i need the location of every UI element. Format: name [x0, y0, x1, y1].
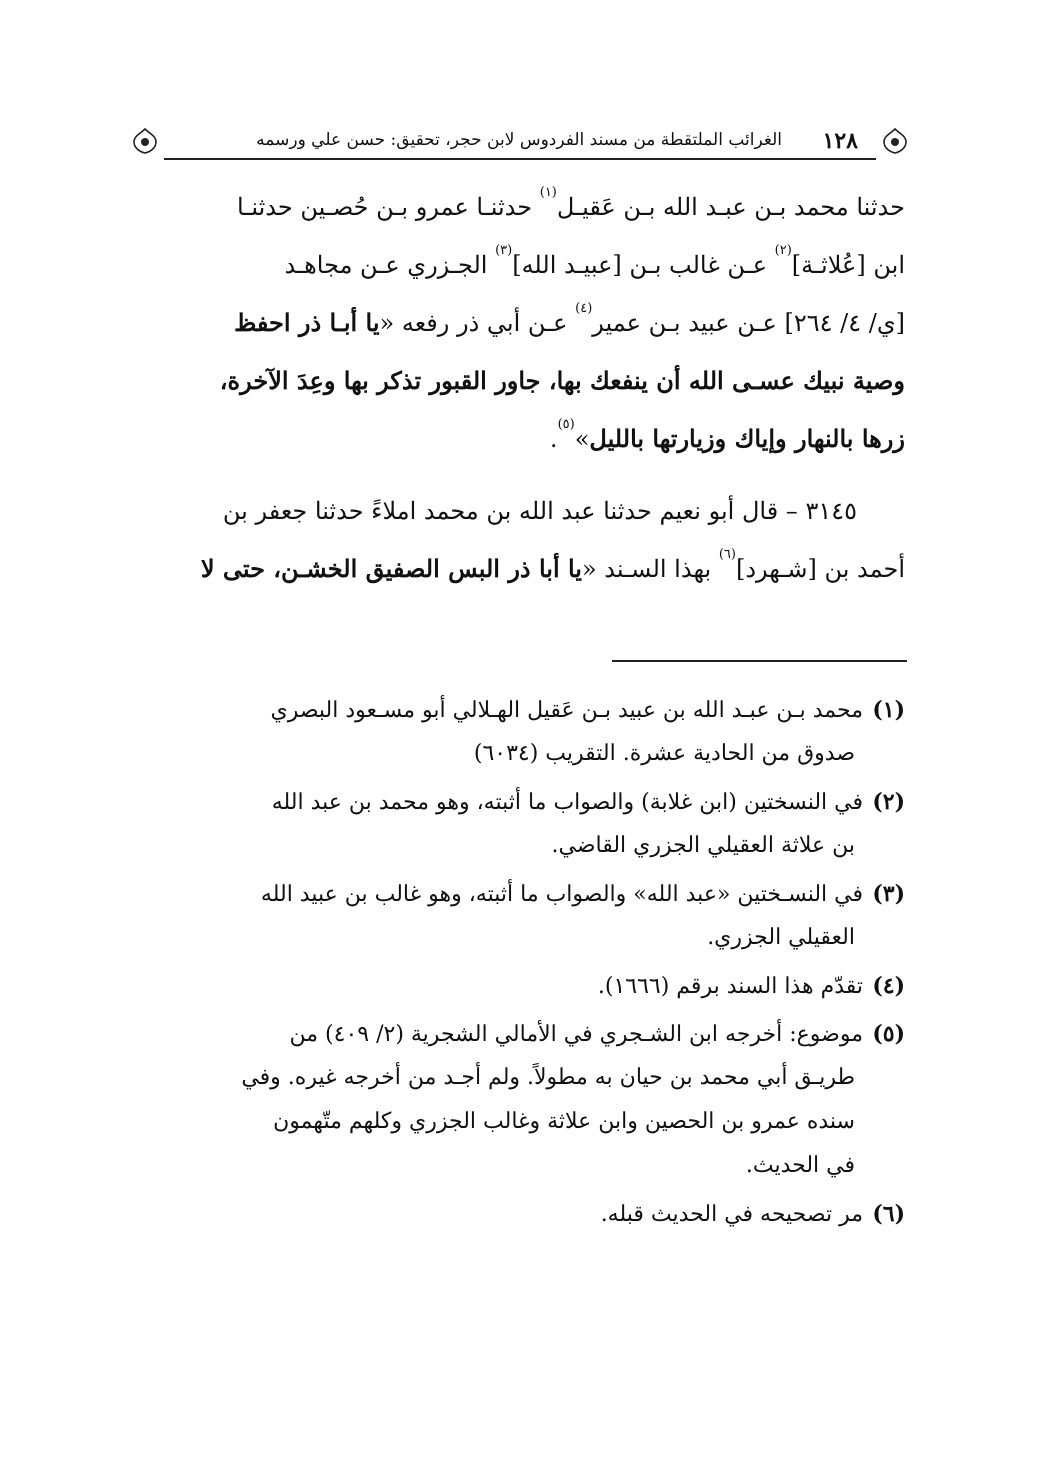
footnote-text: موضوع: أخرجه ابن الشـجري في الأمالي الشجرية (٢/ ٤٠٩) من [289, 1022, 863, 1047]
footnote [135, 964, 905, 1008]
footnote-line [135, 872, 905, 916]
text-span: ابن [عُلاثـة] [791, 251, 905, 279]
footnote-line: في الحديث. [745, 1153, 855, 1178]
page-number: ١٢٨ [822, 128, 858, 154]
footnote-line [135, 688, 905, 732]
text-span: عـن أبي ذر رفعه « [379, 309, 576, 337]
text-line [135, 178, 905, 236]
text-span: . [549, 425, 558, 453]
hadith-line: وصية نبيك عسـى الله أن ينفعك بها، جاور القبور تذكر بها وعِدَ الآخرة، [219, 366, 905, 395]
footnote-text: في النسختين (ابن غلابة) والصواب ما أثبته، وهو محمد بن عبد الله [271, 790, 863, 815]
text-line [135, 294, 905, 352]
text-line [135, 236, 905, 294]
footnote-ref: (١) [539, 185, 557, 200]
footnote-text: محمد بـن عبـد الله بن عبيد بـن عَقيل الهـلالي أبو مسـعود البصري [270, 698, 863, 723]
footnote-text: في النسـختين «عبد الله» والصواب ما أثبته، وهو غالب بن عبيد الله [260, 882, 863, 907]
footnote [135, 688, 905, 776]
text-span: حدثنا محمد بـن عبـد الله بـن عَقيـل [556, 193, 905, 221]
running-title: الغرائب الملتقطة من مسند الفردوس لابن حجر، تحقيق: حسن علي ورسمه [256, 130, 782, 150]
text-span: حدثنـا عمرو بـن حُصـين حدثنـا [236, 193, 540, 221]
hadith-text: يا أبـا ذر احفظ [234, 308, 380, 337]
footnote-ref: (٦) [718, 547, 736, 562]
ornament-icon [880, 126, 910, 156]
hadith-text: زرها بالنهار وإياك وزيارتها بالليل [589, 424, 905, 453]
footnote-line: العقيلي الجزري. [707, 925, 855, 950]
footnote-line [135, 1192, 905, 1236]
hadith-text: يا أبا ذر البس الصفيق الخشـن، حتى لا [200, 554, 582, 583]
footnote-number: (٦) [872, 1201, 905, 1227]
text-line: ٣١٤٥ – قال أبو نعيم حدثنا عبد الله بن محمد املاءً حدثنا جعفر بن [222, 497, 857, 525]
footnote-line: صدوق من الحادية عشرة. التقريب (٦٠٣٤) [473, 741, 855, 766]
text-span: [ي/ ٤/ ٢٦٤] عـن عبيد بـن عمير [592, 309, 905, 337]
footnote-separator [612, 660, 907, 662]
footnote [135, 1012, 905, 1188]
footnote [135, 1192, 905, 1236]
footnote-ref: (٤) [575, 301, 593, 316]
footnote-line: طريـق أبي محمد بن حيان به مطولاً. ولم أجـد من أخرجه غيره. وفي [241, 1065, 855, 1090]
footnote-number: (٤) [872, 973, 905, 999]
footnote [135, 780, 905, 868]
footnote-line [135, 1012, 905, 1056]
footnote-number: (٥) [872, 1021, 905, 1047]
footnote-line [135, 964, 905, 1008]
footnote-ref: (٢) [774, 243, 792, 258]
footnote-line: سنده عمرو بن الحصين وابن علاثة وغالب الجزري وكلهم متّهمون [273, 1109, 855, 1134]
footnotes [135, 688, 905, 1240]
text-line [135, 540, 905, 598]
footnote-number: (١) [872, 697, 905, 723]
footnote-ref: (٣) [495, 243, 513, 258]
footnote-number: (٣) [872, 881, 905, 907]
footnote-line [135, 780, 905, 824]
footnote-text: مر تصحيحه في الحديث قبله. [600, 1202, 863, 1227]
text-span: الجـزري عـن مجاهـد [284, 251, 496, 279]
text-span: عـن غالب بـن [عبيـد الله] [512, 251, 775, 279]
main-text [135, 178, 905, 598]
footnote-ref: (٥) [557, 417, 575, 432]
footnote [135, 872, 905, 960]
text-line [135, 410, 905, 468]
footnote-text: تقدّم هذا السند برقم (١٦٦٦). [597, 974, 863, 999]
footnote-line: بن علاثة العقيلي الجزري القاضي. [551, 833, 855, 858]
text-span: » [574, 425, 590, 453]
text-span: بهذا السـند « [581, 555, 719, 583]
ornament-icon [130, 126, 160, 156]
running-header [130, 122, 910, 162]
text-span: أحمد بن [شـهرد] [735, 555, 905, 583]
footnote-number: (٢) [872, 789, 905, 815]
header-rule [164, 158, 876, 160]
